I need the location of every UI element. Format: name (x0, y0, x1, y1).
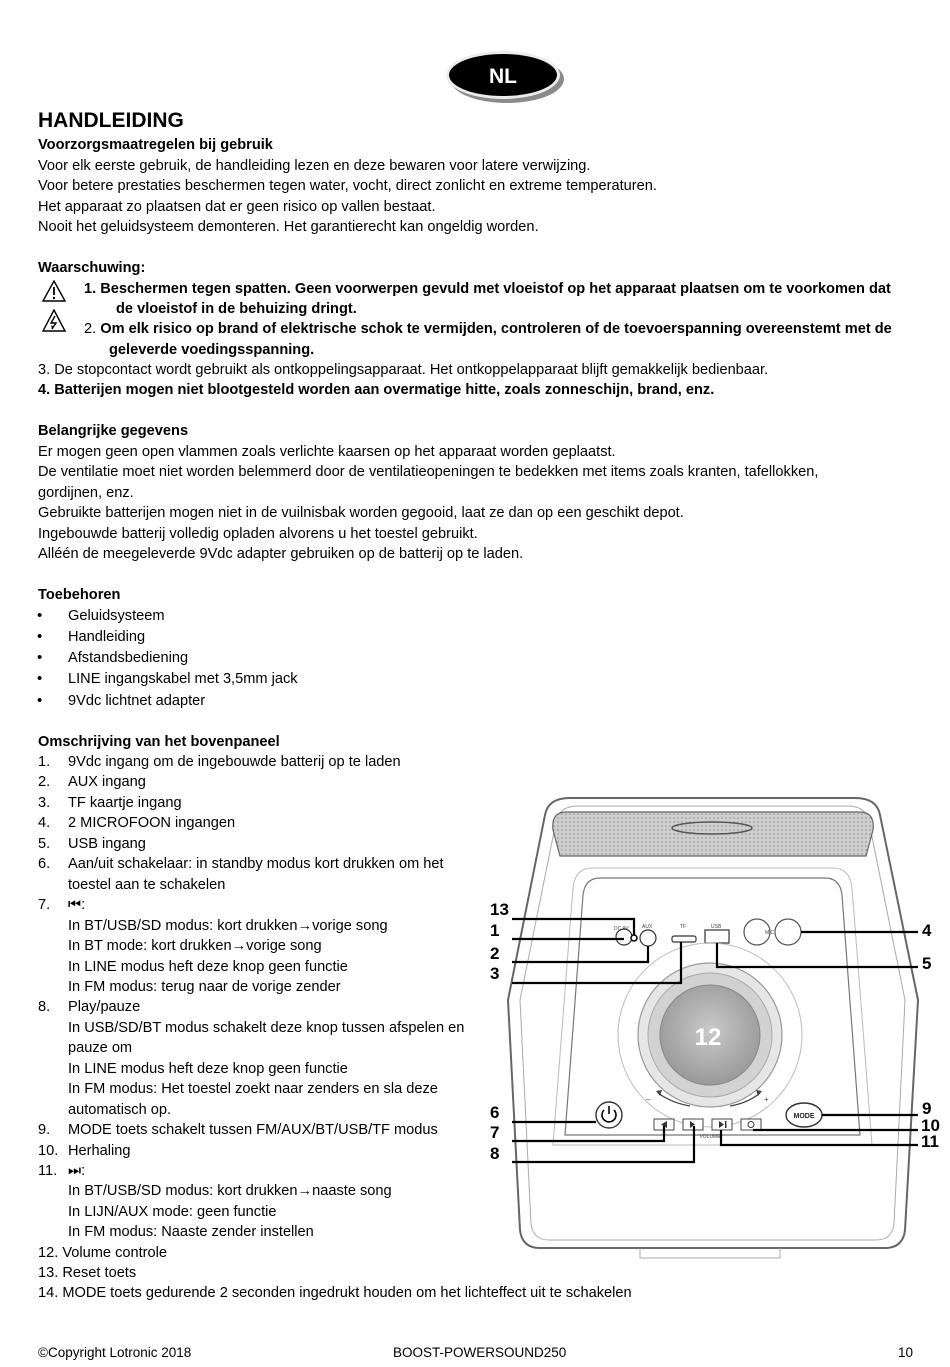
panel-item-text: toestel aan te schakelen (68, 877, 226, 893)
panel-item-text: ⏭: (68, 1163, 86, 1179)
panel-item-text: In USB/SD/BT modus schakelt deze knop tussen afspelen en (68, 1020, 465, 1036)
panel-item-text: MODE toets schakelt tussen FM/AUX/BT/USB/TF modus (68, 1122, 438, 1138)
warning-triangle-icon (42, 280, 66, 302)
footer-page-number: 10 (898, 1345, 914, 1360)
accessory-item: Geluidsysteem (68, 608, 165, 624)
panel-item-number: 3. (38, 795, 51, 811)
important-line: De ventilatie moet niet worden belemmerd door de ventilatieopeningen te bedekken met items zoals kranten, tafellokken, (38, 464, 819, 480)
footer-model: BOOST-POWERSOUND250 (393, 1345, 567, 1360)
panel-item-number: 4. (38, 815, 51, 831)
precaution-line: Voor betere prestaties beschermen tegen water, vocht, direct zonlicht en extreme temperaturen. (38, 178, 657, 194)
dc-jack-label: DC 9V (614, 926, 629, 932)
panel-item-text: pauze om (68, 1040, 133, 1056)
important-line: Gebruikte batterijen mogen niet in de vuilnisbak worden gegooid, laat ze dan op een geschikt depot. (38, 505, 684, 521)
panel-heading: Omschrijving van het bovenpaneel (38, 734, 280, 750)
bullet: • (37, 607, 43, 624)
warning-heading: Waarschuwing: (38, 260, 146, 276)
important-line: gordijnen, enz. (38, 485, 134, 501)
callout-13: 13 (490, 900, 509, 919)
important-heading: Belangrijke gegevens (38, 423, 189, 439)
accessories-heading: Toebehoren (38, 587, 121, 603)
panel-item-text: Herhaling (68, 1143, 131, 1159)
electric-shock-icon (42, 309, 66, 332)
callout-1: 1 (490, 921, 500, 940)
mode-button-label: MODE (793, 1113, 815, 1120)
bullet: • (37, 670, 43, 687)
panel-item-text: In FM modus: Naaste zender instellen (68, 1224, 314, 1240)
panel-item-text: automatisch op. (68, 1102, 172, 1118)
panel-item-text: Aan/uit schakelaar: in standby modus kort drukken om het (68, 856, 444, 872)
callout-3: 3 (490, 964, 500, 983)
important-line: Er mogen geen open vlammen zoals verlichte kaarsen op het apparaat worden geplaatst. (38, 444, 616, 460)
panel-item-number: 1. (38, 754, 51, 770)
knob-label: 12 (694, 1024, 722, 1051)
bullet: • (37, 628, 43, 645)
volume-minus-label: – (646, 1095, 651, 1104)
warning-item-4: 4. Batterijen mogen niet blootgesteld worden aan overmatige hitte, zoals zonneschijn, brand, enz. (38, 382, 715, 398)
panel-item-number: 11. (38, 1163, 58, 1179)
tf-slot-label: TF (680, 924, 687, 930)
usb-port-label: USB (711, 924, 722, 930)
callout-5: 5 (922, 954, 932, 973)
precaution-line: Nooit het geluidsysteem demonteren. Het garantierecht kan ongeldig worden. (38, 219, 539, 235)
badge-label: NL (489, 65, 517, 88)
accessory-item: LINE ingangskabel met 3,5mm jack (68, 671, 298, 687)
callout-6: 6 (490, 1103, 500, 1122)
accessory-item: Handleiding (68, 629, 146, 645)
panel-item-number: 7. (38, 897, 51, 913)
aux-jack-label: AUX (642, 924, 653, 930)
warning-item-3: 3. De stopcontact wordt gebruikt als ontkoppelingsapparaat. Het ontkoppelapparaat blijft gemakkelijk bedienbaar. (38, 362, 769, 378)
warning-item-2 (84, 319, 892, 339)
callout-11: 11 (921, 1132, 939, 1151)
panel-item-text: In LIJN/AUX mode: geen functie (68, 1204, 277, 1220)
panel-item-text: Play/pauze (68, 999, 141, 1015)
warning-item-2-number: 2. (84, 321, 101, 337)
panel-extra-line: 12. Volume controle (38, 1245, 167, 1261)
page-title: HANDLEIDING (38, 109, 184, 132)
callout-4: 4 (922, 921, 932, 940)
callout-7: 7 (490, 1123, 500, 1142)
panel-item-text: In FM modus: terug naar de vorige zender (68, 979, 341, 995)
callout-9: 9 (922, 1099, 932, 1118)
callout-8: 8 (490, 1144, 500, 1163)
panel-item-number: 10. (38, 1143, 59, 1159)
footer-copyright: ©Copyright Lotronic 2018 (38, 1345, 192, 1360)
panel-item-text: 2 MICROFOON ingangen (68, 815, 236, 831)
precaution-line: Het apparaat zo plaatsen dat er geen risico op vallen bestaat. (38, 199, 436, 215)
callout-2: 2 (490, 944, 500, 963)
precaution-line: Voor elk eerste gebruik, de handleiding lezen en deze bewaren voor latere verwijzing. (38, 158, 591, 174)
warning-item-2-cont: geleverde voedingsspanning. (109, 342, 315, 358)
mic-jack-label: MIC (765, 930, 775, 936)
panel-item-number: 6. (38, 856, 51, 872)
important-line: Alléén de meegeleverde 9Vdc adapter gebruiken op de batterij op te laden. (38, 546, 524, 562)
panel-item-number: 2. (38, 774, 51, 790)
panel-item-text: In LINE modus heft deze knop geen functie (68, 1061, 348, 1077)
warning-item-2-text: Om elk risico op brand of elektrische schok te vermijden, controleren of de toevoerspanning overeenstemt met de (100, 321, 892, 337)
bullet: • (37, 692, 43, 709)
language-badge (444, 45, 566, 109)
precautions-heading: Voorzorgsmaatregelen bij gebruik (38, 137, 273, 153)
panel-item-text: AUX ingang (68, 774, 146, 790)
volume-label: VOLUME (699, 1134, 721, 1140)
panel-item-text: In BT mode: kort drukken→vorige song (68, 938, 322, 954)
panel-item-text: 9Vdc ingang om de ingebouwde batterij op te laden (68, 754, 401, 770)
warning-item-1: 1. Beschermen tegen spatten. Geen voorwerpen gevuld met vloeistof op het apparaat plaatsen om te voorkomen dat (84, 281, 891, 297)
panel-item-text: In LINE modus heft deze knop geen functie (68, 959, 348, 975)
panel-item-text: In BT/USB/SD modus: kort drukken→naaste song (68, 1183, 392, 1199)
warning-item-1-cont: de vloeistof in de behuizing dringt. (116, 301, 357, 317)
panel-item-text: TF kaartje ingang (68, 795, 182, 811)
panel-item-number: 5. (38, 836, 51, 852)
panel-extra-line: 13. Reset toets (38, 1265, 137, 1281)
panel-extra-line: 14. MODE toets gedurende 2 seconden ingedrukt houden om het lichteffect uit te schakelen (38, 1285, 632, 1301)
panel-item-text: USB ingang (68, 836, 146, 852)
panel-item-text: ⏮: (68, 897, 86, 913)
panel-item-text: In FM modus: Het toestel zoekt naar zenders en sla deze (68, 1081, 438, 1097)
accessory-item: 9Vdc lichtnet adapter (68, 693, 206, 709)
panel-item-number: 8. (38, 999, 51, 1015)
important-line: Ingebouwde batterij volledig opladen alvorens u het toestel gebruikt. (38, 526, 478, 542)
bullet: • (37, 649, 43, 666)
panel-item-text: In BT/USB/SD modus: kort drukken→vorige song (68, 918, 388, 934)
panel-item-number: 9. (38, 1122, 51, 1138)
accessory-item: Afstandsbediening (68, 650, 189, 666)
callout-10: 10 (921, 1116, 940, 1135)
speaker-top-panel-figure (480, 795, 946, 1260)
volume-plus-label: + (764, 1095, 769, 1104)
